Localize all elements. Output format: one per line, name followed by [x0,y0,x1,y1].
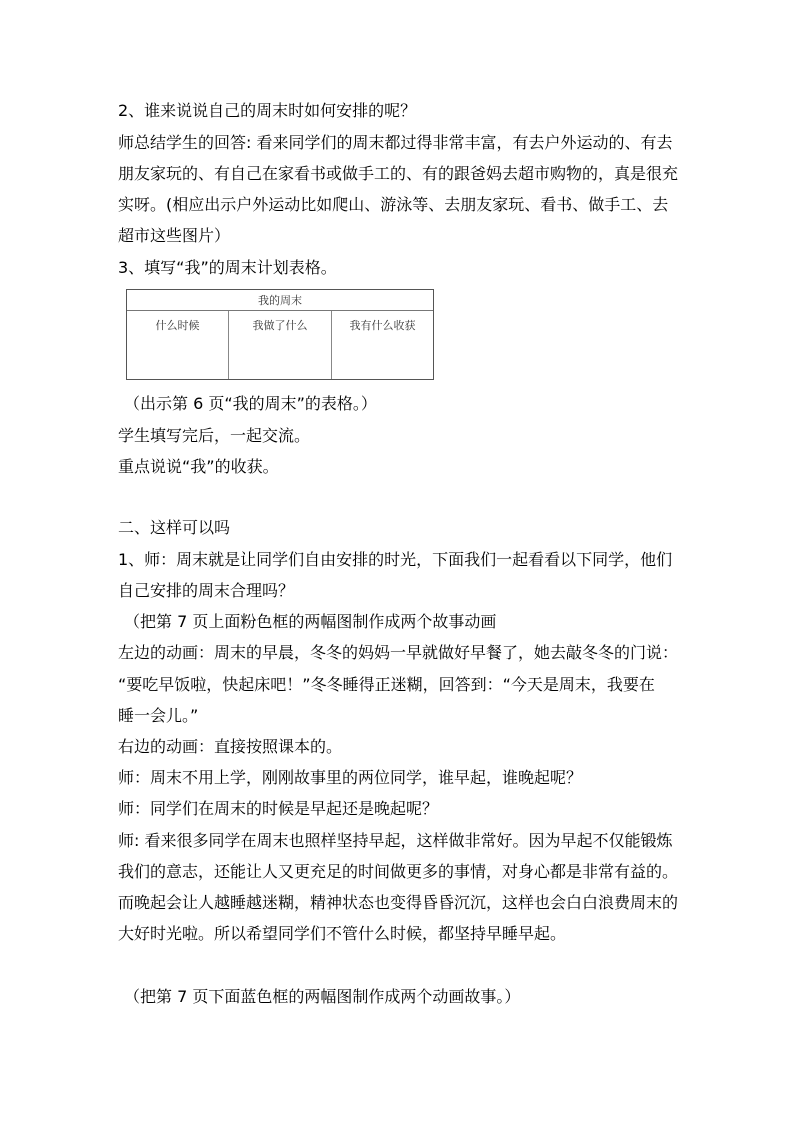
summary-line-3: 实呀。(相应出示户外运动比如爬山、游泳等、去朋友家玩、看书、做手工、去 [118,195,669,214]
section-2-line-6: 睡一会儿。” [118,706,199,725]
section-2-line-11: 我们的意志，还能让人又更充足的时间做更多的事情，对身心都是非常有益的。 [118,862,679,881]
table-column-what-i-gained: 我有什么收获 [349,319,416,332]
section-2-line-8: 师：周末不用上学，刚刚故事里的两位同学，谁早起，谁晚起呢？ [118,768,583,787]
section-2-line-3: （把第 7 页上面粉色框的两幅图制作成两个故事动画 [124,612,497,631]
section-2-line-12: 而晚起会让人越睡越迷糊，精神状态也变得昏昏沉沉，这样也会白白浪费周末的 [118,893,679,912]
table-title: 我的周末 [127,290,433,311]
summary-line-1: 师总结学生的回答: 看来同学们的周末都过得非常丰富，有去户外运动的、有去 [118,133,673,152]
table-column-when: 什么时候 [127,311,229,379]
section-2-line-5: “要吃早饭啦，快起床吧！”冬冬睡得正迷糊，回答到：“今天是周末，我要在 [118,675,655,694]
table-column-what-i-did: 我做了什么 [229,311,332,379]
summary-line-2: 朋友家玩的、有自己在家看书或做手工的、有的跟爸妈去超市购物的，真是很充 [118,164,679,183]
after-table-line-3: 重点说说“我”的收获。 [118,457,279,476]
summary-line-4: 超市这些图片） [118,226,231,245]
weekend-plan-table [126,289,434,380]
after-table-line-2: 学生填写完后，一起交流。 [118,426,311,445]
section-2-line-7: 右边的动画：直接按照课本的。 [118,737,343,756]
section-2-line-13: 大好时光啦。所以希望同学们不管什么时候，都坚持早睡早起。 [118,924,567,943]
section-2-line-4: 左边的动画：周末的早晨，冬冬的妈妈一早就做好早餐了，她去敲冬冬的门说： [118,643,679,662]
section-2-heading: 二、这样可以吗 [118,518,231,537]
question-3-heading: 3、填写“我”的周末计划表格。 [118,258,337,277]
after-table-line-1: （出示第 6 页“我的周末”的表格。） [124,394,377,413]
closing-note: （把第 7 页下面蓝色框的两幅图制作成两个动画故事。） [124,987,521,1006]
section-2-line-10: 师: 看来很多同学在周末也照样坚持早起，这样做非常好。因为早起不仅能锻炼 [118,831,673,850]
question-2-heading: 2、谁来说说自己的周末时如何安排的呢？ [118,101,417,120]
section-2-line-1: 1、师：周末就是让同学们自由安排的时光，下面我们一起看看以下同学，他们 [118,550,673,569]
section-2-line-2: 自己安排的周末合理吗？ [118,581,295,600]
section-2-line-9: 师：同学们在周末的时候是早起还是晚起呢？ [118,799,439,818]
